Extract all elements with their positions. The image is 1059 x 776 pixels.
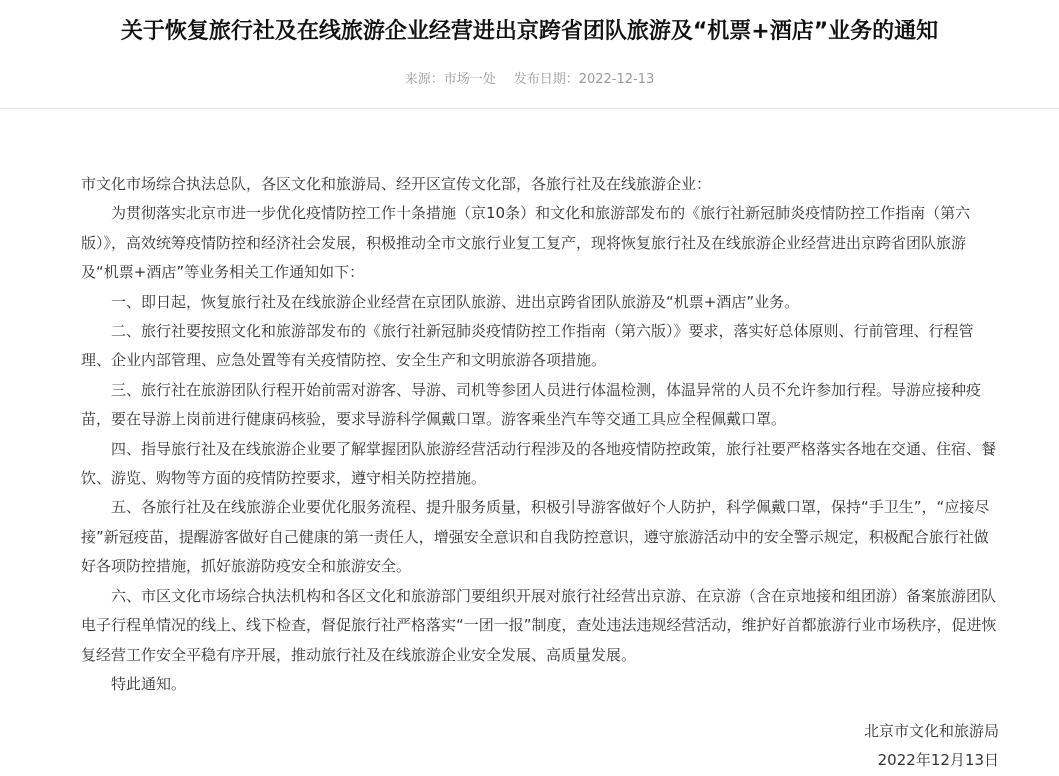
issuer-name: 北京市文化和旅游局 [863, 722, 999, 740]
article-header [0, 0, 1059, 109]
article-content [81, 170, 999, 699]
article-title: 关于恢复旅行社及在线旅游企业经营进出京跨省团队旅游及“机票+酒店”业务的通知 [120, 19, 939, 44]
notice-item-2: 二、旅行社要按照文化和旅游部发布的《旅行社新冠肺炎疫情防控工作指南（第六版）》要求，落实好总体原则、行前管理、行程管理、企业内部管理、应急处置等有关疫情防控、安全生产和文明旅游各项措施。 [81, 322, 974, 370]
notice-item-4: 四、指导旅行社及在线旅游企业要了解掌握团队旅游经营活动行程涉及的各地疫情防控政策，旅行社要严格落实各地在交通、住宿、餐饮、游览、购物等方面的疫情防控要求，遵守相关防控措施。 [81, 439, 997, 488]
notice-item-6: 六、市区文化市场综合执法机构和各区文化和旅游部门要组织开展对旅行社经营出京游、在京游（含在京地接和组团游）备案旅游团队电子行程单情况的线上、线下检查，督促旅行社严格落实“一团一报”制度，查处违法违规经营活动，维护好首都旅游行业市场秩序，促进恢复经营工作安全平稳有序开展，推动旅行社及在线旅游企业安全发展、高质量发展。 [81, 586, 997, 664]
article-source: 来源：市场一处 [404, 72, 496, 87]
intro-paragraph: 为贯彻落实北京市进一步优化疫情防控工作十条措施（京10条）和文化和旅游部发布的《旅行社新冠肺炎疫情防控工作指南（第六版）》，高效统筹疫情防控和经济社会发展，积极推动全市文旅行业复工复产，现将恢复旅行社及在线旅游企业经营进出京跨省团队旅游及“机票+酒店”等业务相关工作通知如下： [81, 204, 971, 282]
issue-date: 2022年12月13日 [877, 751, 999, 770]
notice-item-1: 一、即日起，恢复旅行社及在线旅游企业经营在京团队旅游、进出京跨省团队旅游及“机票+酒店”业务。 [111, 292, 800, 311]
closing-line: 特此通知。 [111, 674, 187, 693]
signature-block [864, 717, 999, 776]
notice-item-5: 五、各旅行社及在线旅游企业要优化服务流程、提升服务质量，积极引导游客做好个人防护，科学佩戴口罩，保持“手卫生”，“应接尽接”新冠疫苗，提醒游客做好自己健康的第一责任人，增强安全意识和自我防控意识，遵守旅游活动中的安全警示规定，积极配合旅行社做好各项防控措施，抓好旅游防疫安全和旅游安全。 [81, 498, 990, 576]
salutation: 市文化市场综合执法总队，各区文化和旅游局、经开区宣传文化部，各旅行社及在线旅游企业： [81, 175, 712, 193]
article-publish-date: 发布日期：2022-12-13 [513, 72, 655, 87]
article-meta [0, 70, 1059, 90]
notice-item-3: 三、旅行社在旅游团队行程开始前需对游客、导游、司机等参团人员进行体温检测，体温异常的人员不允许参加行程。导游应接种疫苗，要在导游上岗前进行健康码核验，要求导游科学佩戴口罩。游客乘坐汽车等交通工具应全程佩戴口罩。 [81, 380, 982, 429]
